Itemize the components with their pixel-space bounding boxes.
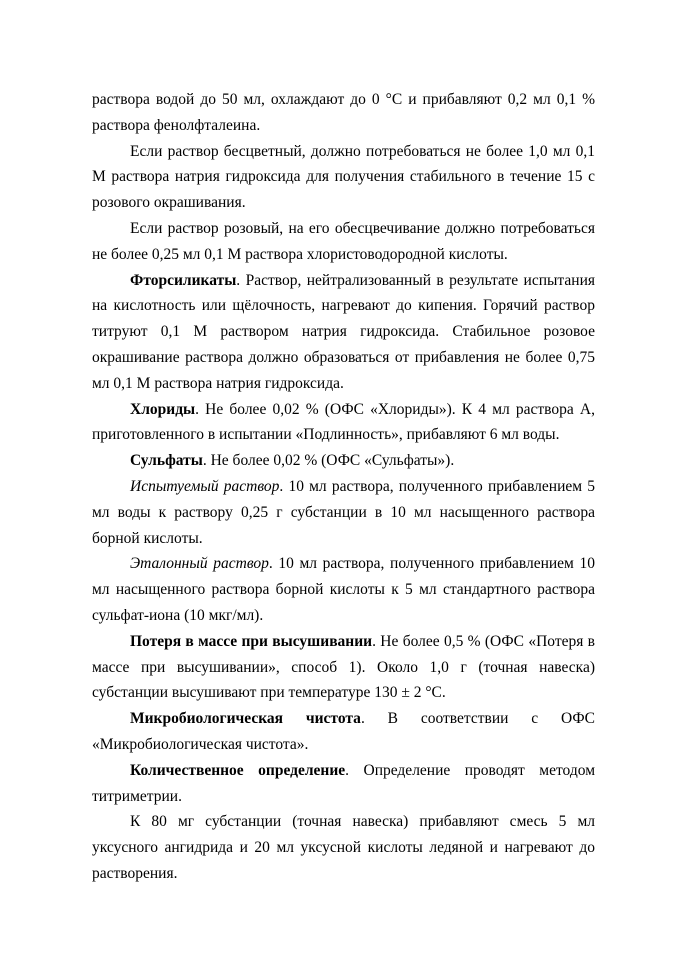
- section-heading: Хлориды: [130, 400, 196, 418]
- section-heading: Сульфаты: [130, 452, 203, 470]
- paragraph-cont-phenolphthalein: [92, 87, 595, 139]
- paragraph-text: . В соответствии с ОФС «Микробиологическая чистота».: [92, 710, 595, 753]
- paragraph-colorless-case: [92, 139, 595, 216]
- paragraph-text: . 10 мл раствора, полученного прибавлением 10 мл насыщенного раствора борной кислоты к 5 мл стандартного раствора сульфат-иона (10 мкг/мл).: [92, 555, 596, 624]
- paragraph-sulfates: [92, 448, 595, 474]
- paragraph-text: раствора водой до 50 мл, охлаждают до 0 °С и прибавляют 0,2 мл 0,1 % раствора фенолфталеина.: [92, 91, 595, 134]
- paragraph-text: . Не более 0,02 % (ОФС «Хлориды»). К 4 мл раствора А, приготовленного в испытании «Подлинность», прибавляют 6 мл воды.: [92, 400, 595, 444]
- paragraph-reference-solution: [92, 551, 595, 628]
- paragraph-text: К 80 мг субстанции (точная навеска) прибавляют смесь 5 мл уксусного ангидрида и 20 мл уксусной кислоты ледяной и нагревают до растворения.: [92, 813, 595, 882]
- section-heading: Потеря в массе при высушивании: [130, 632, 373, 650]
- paragraph-loss-on-drying: [92, 629, 595, 706]
- italic-term: Эталонный раствор: [130, 555, 269, 573]
- section-heading: Количественное определение: [130, 761, 346, 779]
- paragraph-fluorosilicates: [92, 268, 595, 397]
- paragraph-chlorides: [92, 397, 595, 449]
- paragraph-text: . Раствор, нейтрализованный в результате испытания на кислотность или щёлочность, нагревают до кипения. Горячий раствор титруют 0,1 М раствором натрия гидроксида. Стабильное розовое окрашивание раствора должно образоваться от прибавления не более 0,75 мл 0,1 М раствора натрия гидроксида.: [92, 271, 595, 392]
- paragraph-text: . Не более 0,5 % (ОФС «Потеря в массе при высушивании», способ 1). Около 1,0 г (точная навеска) субстанции высушивают при температуре 130 ± 2 °С.: [92, 632, 595, 702]
- paragraph-text: . 10 мл раствора, полученного прибавлением 5 мл воды к раствору 0,25 г субстанции в 10 мл насыщенного раствора борной кислоты.: [92, 477, 595, 547]
- paragraph-text: . Не более 0,02 % (ОФС «Сульфаты»).: [202, 452, 455, 470]
- paragraph-text: Если раствор бесцветный, должно потребоваться не более 1,0 мл 0,1 М раствора натрия гидроксида для получения стабильного в течение 15 с розового окрашивания.: [92, 142, 595, 212]
- italic-term: Испытуемый раствор: [130, 477, 280, 495]
- document-body: [92, 87, 595, 887]
- section-heading: Микробиологическая чистота: [130, 710, 361, 728]
- paragraph-text: . Определение проводят методом титриметрии.: [92, 761, 596, 805]
- paragraph-text: Если раствор розовый, на его обесцвечивание должно потребоваться не более 0,25 мл 0,1 М раствора хлористоводородной кислоты.: [92, 219, 595, 263]
- paragraph-assay-procedure: [92, 809, 595, 886]
- paragraph-assay: [92, 758, 595, 810]
- paragraph-microbiological-purity: [92, 706, 595, 758]
- section-heading: Фторсиликаты: [130, 271, 237, 289]
- paragraph-test-solution: [92, 474, 595, 551]
- paragraph-pink-case: [92, 216, 595, 268]
